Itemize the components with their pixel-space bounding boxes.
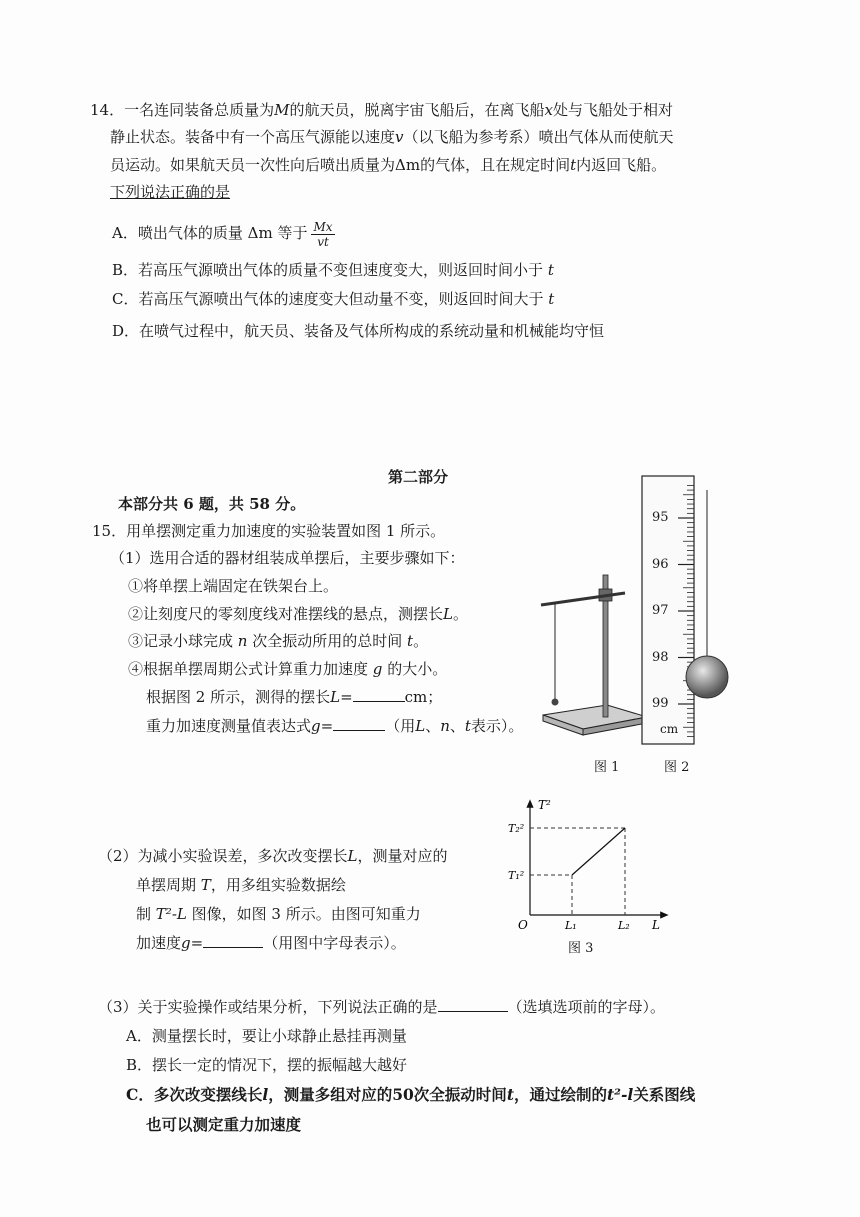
y-tick-t2: T₂²: [508, 822, 525, 835]
ruler-label-96: 96: [652, 556, 669, 572]
q15-part2-line4: 加速度g= （用图中字母表示）。: [136, 934, 406, 952]
answer-blank-g-graph[interactable]: [203, 933, 263, 948]
q15-step4: ④根据单摆周期公式计算重力加速度 g 的大小。: [128, 660, 448, 678]
q14-line3: 员运动。如果航天员一次性向后喷出质量为Δm的气体，且在规定时间t内返回飞船。: [110, 156, 667, 174]
part2-title: 第二部分: [388, 468, 449, 486]
q15-step2: ②让刻度尺的零刻度线对准摆线的悬点，测摆长L。: [128, 605, 468, 623]
q14-option-c: C．若高压气源喷出气体的速度变大但动量不变，则返回时间大于 t: [112, 290, 555, 308]
ruler-unit: cm: [660, 722, 679, 736]
q15-part3-option-b: B．摆长一定的情况下，摆的振幅越大越好: [126, 1056, 408, 1074]
y-axis-label: T²: [538, 798, 551, 812]
y-tick-t1: T₁²: [508, 869, 525, 882]
q15-part3-option-c-line1: C．多次改变摆线长l，测量多组对应的50次全振动时间t，通过绘制的t²-l关系图线: [126, 1085, 696, 1104]
part2-intro: 本部分共 6 题，共 58 分。: [118, 495, 306, 513]
q15-part3-stem: （3）关于实验操作或结果分析，下列说法正确的是 （选填选项前的字母）。: [98, 998, 666, 1016]
q14-option-a: A．喷出气体的质量 Δm 等于 $\frac{Mx}{vt}$: [112, 219, 333, 249]
q14-line1: 14．一名连同装备总质量为M的航天员，脱离宇宙飞船后，在离飞船x处与飞船处于相对: [90, 101, 673, 119]
figure2-ruler: [630, 470, 740, 750]
q15-step3: ③记录小球完成 n 次全振动所用的总时间 t。: [128, 632, 429, 650]
data-line: [572, 828, 625, 875]
q14-line2: 静止状态。装备中有一个高压气源能以速度v（以飞船为参考系）喷出气体从而使航天: [110, 128, 674, 146]
ruler-label-95: 95: [652, 510, 669, 525]
q15-stem: 15．用单摆测定重力加速度的实验装置如图 1 所示。: [92, 522, 446, 540]
figure1-caption: 图 1: [594, 760, 620, 775]
q15-part3-option-a: A．测量摆长时，要让小球静止悬挂再测量: [126, 1027, 407, 1045]
answer-blank-choice[interactable]: [438, 997, 508, 1012]
q15-part2-line3: 制 T²-L 图像，如图 3 所示。由图可知重力: [136, 905, 421, 923]
x-tick-l1: L₁: [565, 919, 577, 932]
x-tick-l2: L₂: [618, 919, 630, 932]
q14-option-d: D．在喷气过程中，航天员、装备及气体所构成的系统动量和机械能均守恒: [112, 322, 605, 340]
ruler-label-99: 99: [652, 696, 669, 711]
q15-part3-option-c-line2: 也可以测定重力加速度: [146, 1115, 302, 1134]
q15-part2-line1: （2）为减小实验误差，多次改变摆长L，测量对应的: [98, 847, 448, 865]
q14-option-b: B．若高压气源喷出气体的质量不变但速度变大，则返回时间小于 t: [112, 261, 554, 279]
q15-part1: （1）选用合适的器材组装成单摆后，主要步骤如下：: [110, 549, 465, 567]
figure3-caption: 图 3: [568, 941, 594, 956]
q15-step1: ①将单摆上端固定在铁架台上。: [128, 577, 339, 595]
fraction-mx-vt: $\frac{Mx}{vt}$: [313, 219, 333, 249]
x-axis-label: L: [652, 918, 660, 932]
ruler-label-98: 98: [652, 649, 669, 665]
q15-g-expression: 重力加速度测量值表达式g= （用L、n、t表示）。: [146, 717, 524, 735]
ruler-label-97: 97: [652, 603, 669, 618]
pendulum-bob: [686, 656, 728, 698]
q15-length-reading: 根据图 2 所示，测得的摆长L= cm；: [146, 688, 443, 706]
figure3-graph: [500, 795, 680, 935]
q15-part2-line2: 单摆周期 T，用多组实验数据绘: [136, 876, 346, 894]
figure2-caption: 图 2: [664, 760, 690, 775]
q14-prompt: 下列说法正确的是: [110, 183, 231, 201]
origin-label: O: [518, 918, 528, 932]
answer-blank-length[interactable]: [353, 687, 405, 702]
answer-blank-g[interactable]: [333, 716, 385, 731]
